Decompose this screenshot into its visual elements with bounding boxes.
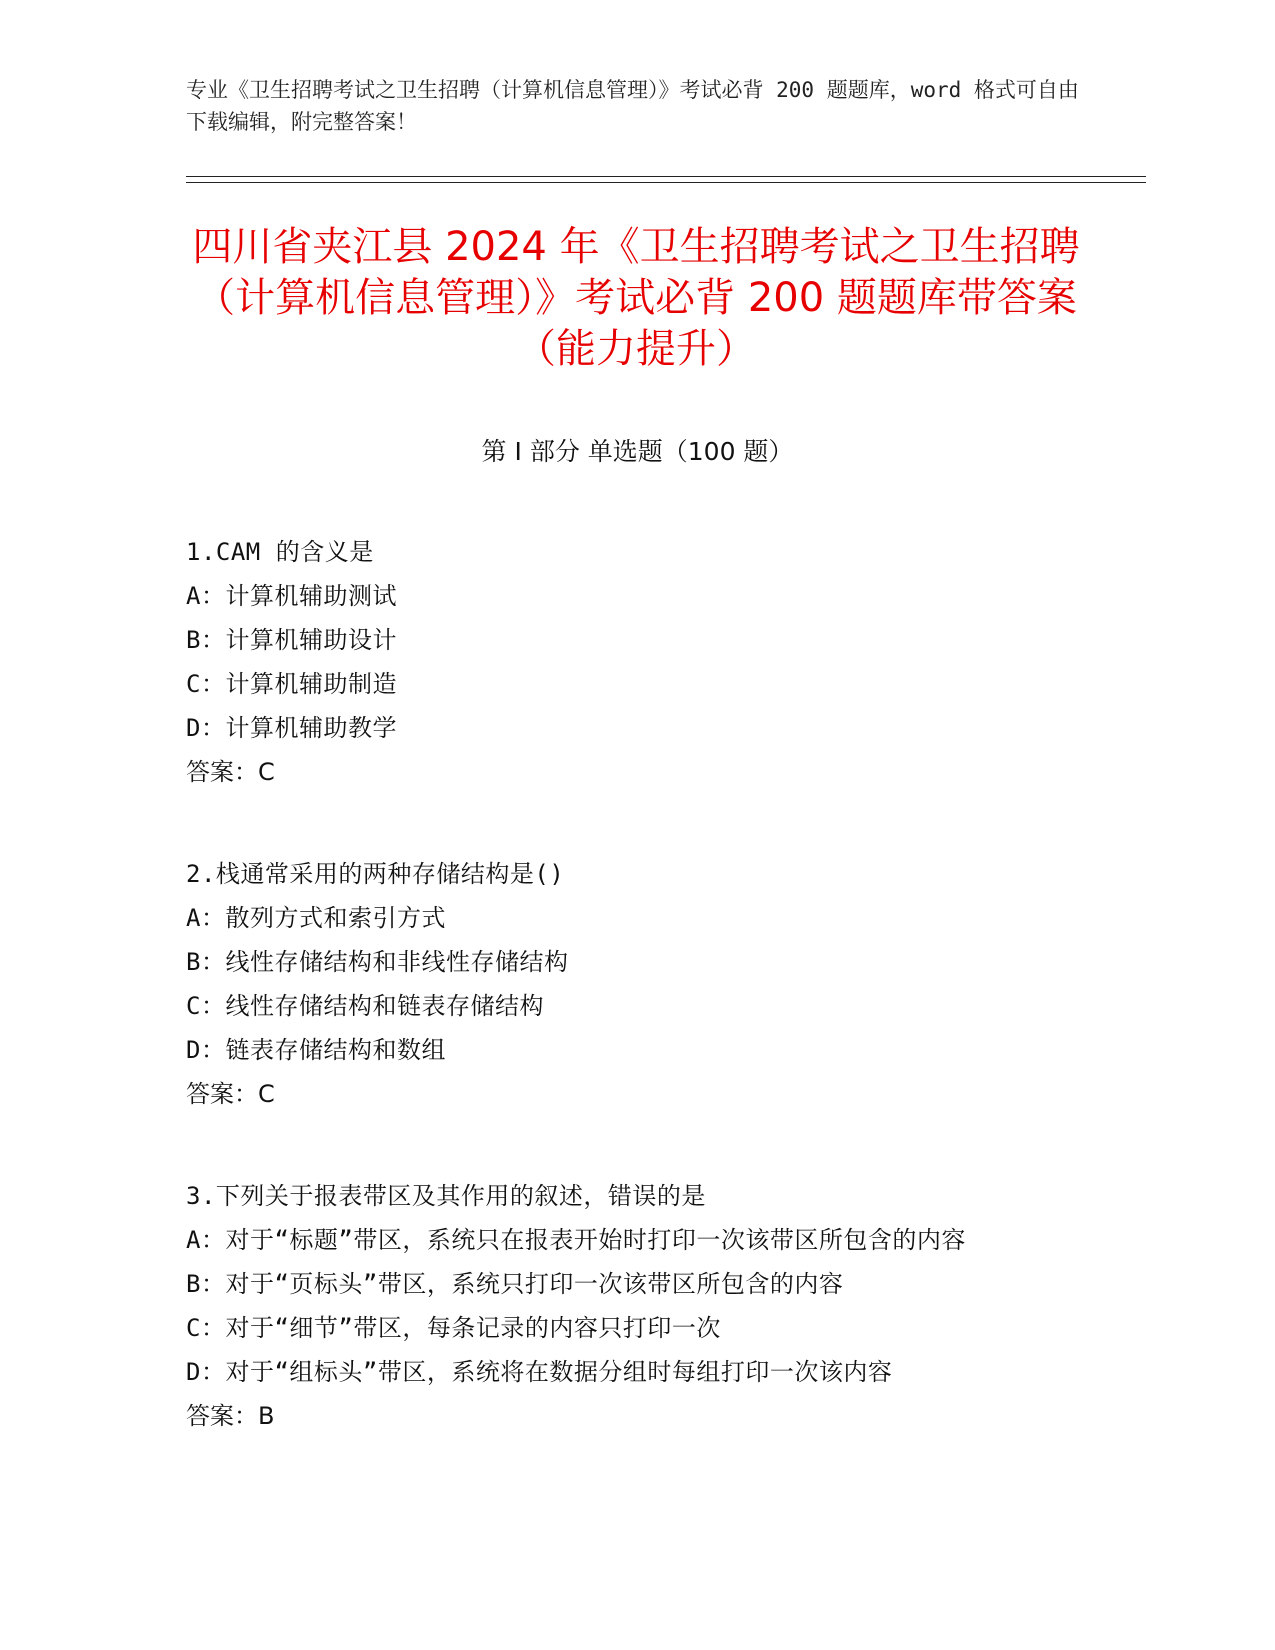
answer-line: 答案：C: [186, 1080, 275, 1108]
document-title: 四川省夹江县 2024 年《卫生招聘考试之卫生招聘（计算机信息管理）》考试必背 200 题题库带答案（能力提升）: [192, 224, 1080, 372]
option-b: B：对于“页标头”带区，系统只打印一次该带区所包含的内容: [186, 1270, 844, 1298]
answer-line: 答案：B: [186, 1402, 275, 1430]
option-c: C：对于“细节”带区，每条记录的内容只打印一次: [186, 1314, 721, 1342]
option-a: A：散列方式和索引方式: [186, 904, 446, 932]
question-item: [186, 530, 1066, 794]
question-stem: 3.下列关于报表带区及其作用的叙述，错误的是: [186, 1182, 706, 1210]
question-list: [186, 530, 1066, 1496]
header-divider-bottom: [186, 182, 1146, 183]
section-heading: 第 I 部分 单选题（100 题）: [481, 437, 794, 466]
option-b: B：计算机辅助设计: [186, 626, 397, 654]
option-d: D：链表存储结构和数组: [186, 1036, 446, 1064]
question-item: [186, 1174, 1066, 1438]
option-d: D：计算机辅助教学: [186, 714, 397, 742]
question-stem: 1.CAM 的含义是: [186, 538, 374, 566]
option-c: C：线性存储结构和链表存储结构: [186, 992, 544, 1020]
answer-line: 答案：C: [186, 758, 275, 786]
question-item: [186, 852, 1066, 1116]
question-stem: 2.栈通常采用的两种存储结构是(): [186, 860, 565, 888]
header-note: 专业《卫生招聘考试之卫生招聘（计算机信息管理）》考试必背 200 题题库，word 格式可自由下载编辑，附完整答案！: [186, 78, 1079, 134]
option-a: A：对于“标题”带区，系统只在报表开始时打印一次该带区所包含的内容: [186, 1226, 966, 1254]
header-divider-top: [186, 176, 1146, 177]
option-d: D：对于“组标头”带区，系统将在数据分组时每组打印一次该内容: [186, 1358, 893, 1386]
option-b: B：线性存储结构和非线性存储结构: [186, 948, 569, 976]
option-a: A：计算机辅助测试: [186, 582, 397, 610]
option-c: C：计算机辅助制造: [186, 670, 397, 698]
